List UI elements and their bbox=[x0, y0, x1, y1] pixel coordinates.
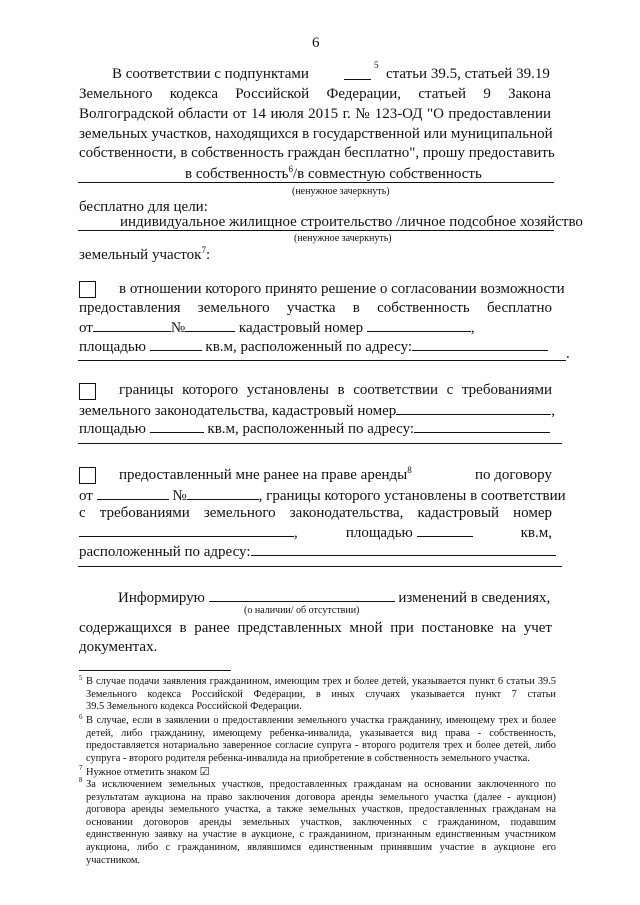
option-3-line-2: от № , границы которого установлены в соответствии bbox=[79, 485, 566, 506]
intro-line-2: Земельного кодекса Российской Федерации, статьей 9 Закона bbox=[79, 86, 551, 102]
purpose-underline bbox=[78, 230, 554, 231]
intro-subpoint-blank[interactable] bbox=[344, 65, 371, 80]
option-3-date-field[interactable] bbox=[97, 485, 169, 500]
option-3-line-1: предоставленный мне ранее на праве аренды$^8$ по договору bbox=[119, 465, 552, 483]
footnote-7: Нужное отметить знаком ☑ bbox=[86, 765, 210, 778]
footnote-5: В случае подачи заявления гражданином, имеющим трех и более детей, указывается пункт 6 статьи 39.5 Земельного кодекса Российской Федерации, в иных случаях указывается пункт 7 статьи 39.5 Земельного кодекса Российской Федерации. bbox=[86, 676, 556, 713]
option-1-line-1: в отношении которого принято решение о согласовании возможности bbox=[119, 281, 565, 297]
option-1-address-line-2[interactable] bbox=[78, 360, 566, 361]
option-3-checkbox[interactable] bbox=[79, 467, 96, 484]
footnote-7-number: 7 bbox=[79, 764, 83, 772]
intro-line-1a: В соответствии с подпунктами bbox=[112, 66, 309, 82]
option-3-area-field[interactable] bbox=[417, 522, 473, 537]
footnote-6: В случае, если в заявлении о предоставлении земельного участка гражданину, имеющему трех и более детей, либо гражданину, имеющему ребенка-инвалида, указывается вид права - собственность, предоставляется нотариально заверенное согласие супруга - второго родителя трех и более детей, либо супруга - второго родителя ребенка-инвалида на приобретение в собственность земельного участка. bbox=[86, 715, 556, 764]
footnote-8-number: 8 bbox=[79, 776, 83, 784]
option-1-area-field[interactable] bbox=[150, 336, 202, 351]
purpose-hint: (ненужное зачеркнуть) bbox=[294, 233, 392, 244]
option-2-line-1: границы которого установлены в соответствии с требованиями bbox=[119, 382, 552, 398]
footnote-8: За исключением земельных участков, предоставленных гражданам на основании заключенного по результатам аукциона на право заключения договора аренды земельного участка (далее - аукцион) договора аренды земельного участка, а также земельных участков, предоставленных гражданам на основании договоров аренды земельных участков, заключенных с гражданином, подавшим единственную заявку на участие в аукционе, с гражданином, признанным единственным участником аукциона, либо с гражданином, являвшимся единственным принявшим участие в аукционе его участником. bbox=[86, 779, 556, 866]
ownership-sole: в собственность bbox=[185, 166, 289, 182]
footnote-6-number: 6 bbox=[79, 713, 83, 721]
option-1-line-4: площадью кв.м, расположенный по адресу: bbox=[79, 336, 548, 357]
option-1-number-field[interactable] bbox=[185, 317, 235, 332]
intro-line-3: Волгоградской области от 14 июля 2015 г. № 123-ОД "О предоставлении bbox=[79, 106, 551, 122]
checked-box-icon: ☑ bbox=[199, 765, 210, 778]
intro-line-5: собственности, в собственность граждан бесплатно", прошу предоставить bbox=[79, 145, 555, 161]
footnote-5-number: 5 bbox=[79, 674, 83, 682]
footnote-ref-7: 7 bbox=[201, 245, 206, 255]
ownership-joint: /в совместную собственность bbox=[292, 166, 482, 182]
option-3-address-field[interactable] bbox=[251, 541, 556, 556]
option-3-line-5: расположенный по адресу: bbox=[79, 541, 556, 562]
intro-footnote-ref-5: 5 bbox=[374, 60, 379, 70]
option-2-address-field[interactable] bbox=[414, 418, 550, 433]
purpose-label: бесплатно для цели: bbox=[79, 199, 208, 215]
footnote-ref-8: 8 bbox=[407, 465, 412, 475]
inform-hint: (о наличии/ об отсутствии) bbox=[244, 605, 360, 616]
option-1-period: . bbox=[566, 346, 570, 362]
option-3-line-3: с требованиями земельного законодательства, кадастровый номер bbox=[79, 505, 552, 521]
option-1-address-field[interactable] bbox=[412, 336, 548, 351]
option-1-cadastral-field[interactable] bbox=[367, 317, 471, 332]
option-3-cadastral-field[interactable] bbox=[79, 522, 294, 537]
intro-line-1b: статьи 39.5, статьей 39.19 bbox=[386, 66, 550, 82]
page-number: 6 bbox=[312, 35, 320, 51]
purpose-value[interactable]: индивидуальное жилищное строительство /личное подсобное хозяйство bbox=[120, 214, 583, 230]
option-3-line-1a: предоставленный мне ранее на праве аренды$^8$ bbox=[119, 465, 412, 483]
option-2-line-3: площадью кв.м, расположенный по адресу: bbox=[79, 418, 550, 439]
ownership-hint: (ненужное зачеркнуть) bbox=[292, 186, 390, 197]
option-1-checkbox[interactable] bbox=[79, 281, 96, 298]
inform-line-2: содержащихся в ранее представленных мной при постановке на учет bbox=[79, 620, 552, 636]
land-plot-label: земельный участок$^7$: bbox=[79, 245, 211, 263]
intro-line-4: земельных участков, находящихся в государственной или муниципальной bbox=[79, 126, 553, 142]
option-3-address-line-2[interactable] bbox=[78, 566, 562, 567]
option-1-line-2: предоставления земельного участка в собственность бесплатно bbox=[79, 300, 552, 316]
option-2-checkbox[interactable] bbox=[79, 383, 96, 400]
option-2-cadastral-field[interactable] bbox=[396, 400, 551, 415]
footnote-separator bbox=[79, 670, 231, 671]
inform-line-3: документах. bbox=[79, 639, 158, 655]
footnote-ref-6: 6 bbox=[288, 164, 293, 174]
inform-line-1: Информирую изменений в сведениях, bbox=[118, 587, 550, 608]
option-3-line-4: , площадью кв.м, bbox=[79, 522, 552, 543]
option-2-area-field[interactable] bbox=[150, 418, 204, 433]
ownership-underline bbox=[78, 182, 554, 183]
option-1-date-field[interactable] bbox=[93, 317, 171, 332]
option-3-number-field[interactable] bbox=[187, 485, 259, 500]
option-2-address-line-2[interactable] bbox=[78, 443, 562, 444]
option-1-line-3: от № кадастровый номер , bbox=[79, 317, 475, 338]
option-2-line-2: земельного законодательства, кадастровый номер , bbox=[79, 400, 555, 421]
inform-presence-field[interactable] bbox=[209, 587, 395, 602]
